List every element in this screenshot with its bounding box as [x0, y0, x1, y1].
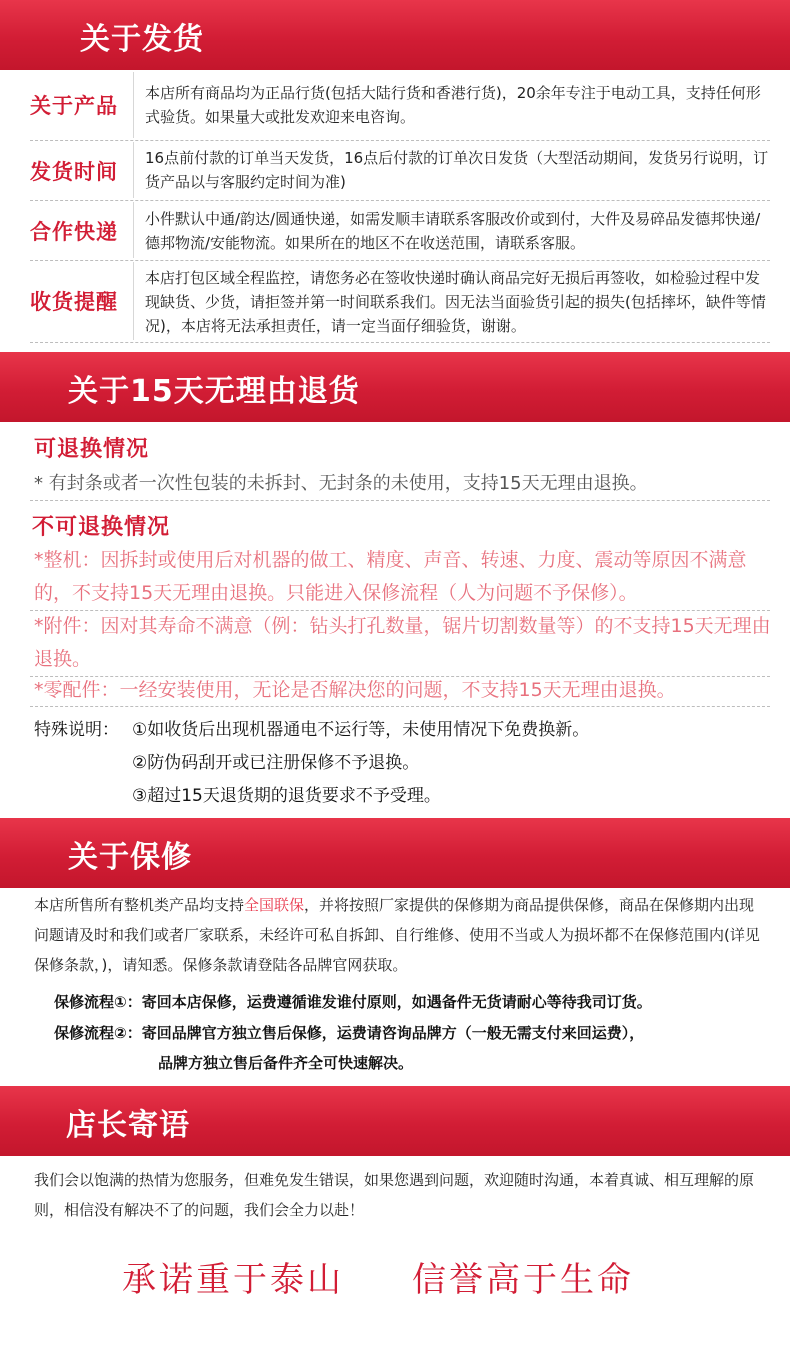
divider	[133, 72, 134, 138]
section-title: 关于保修	[68, 840, 192, 875]
nationwide-warranty-highlight: 全国联保	[244, 896, 305, 914]
divider	[133, 202, 134, 258]
info-row-receipt	[0, 262, 790, 340]
warranty-text: ，并将按照厂家提供的保修期为商品提供保修，商品在保修期内出现问题请及时和我们或者厂家联系，未经许可私自拆卸、自行维修、使用不当或人为损坏都不在保修范围内(详见保修条款，)，请知悉。保修条款请登陆各品牌官网获取。	[34, 896, 760, 974]
info-row-product	[0, 72, 790, 138]
returnable-heading: 可退换情况	[34, 437, 150, 462]
manager-message: 我们会以饱满的热情为您服务，但难免发生错误，如果您遇到问题，欢迎随时沟通，本着真诚、相互理解的原则，相信没有解决不了的问题，我们会全力以赴！	[34, 1171, 755, 1219]
special-item: ①如收货后出现机器通电不运行等，未使用情况下免费换新。	[132, 720, 590, 740]
row-label: 发货时间	[30, 160, 118, 184]
warranty-flow-2-continued: 品牌方独立售后备件齐全可快速解决。	[158, 1054, 414, 1072]
row-text: 小件默认中通/韵达/圆通快递，如需发顺丰请联系客服改价或到付，大件及易碎品发德邦快递/德邦物流/安能物流。如果所在的地区不在收送范围，请联系客服。	[145, 210, 761, 252]
row-label: 合作快递	[30, 220, 118, 244]
divider	[30, 200, 770, 201]
info-row-courier	[0, 202, 790, 258]
non-returnable-item: *整机：因拆封或使用后对机器的做工、精度、声音、转速、力度、震动等原因不满意的，不支持15天无理由退换。只能进入保修流程（人为问题不予保修）。	[34, 549, 747, 604]
warranty-flow-1: 保修流程①：寄回本店保修，运费遵循谁发谁付原则，如遇备件无货请耐心等待我司订货。	[54, 993, 652, 1011]
info-row-shipping-time	[0, 142, 790, 198]
banner-returns	[0, 352, 790, 422]
row-text: 本店所有商品均为正品行货(包括大陆行货和香港行货)，20余年专注于电动工具，支持任何形式验货。如果量大或批发欢迎来电咨询。	[145, 84, 761, 126]
divider	[30, 706, 770, 707]
non-returnable-item: *附件：因对其寿命不满意（例：钻头打孔数量，锯片切割数量等）的不支持15天无理由退换。	[34, 615, 771, 670]
non-returnable-heading: 不可退换情况	[32, 515, 171, 540]
section-title: 关于发货	[80, 22, 204, 57]
banner-warranty	[0, 818, 790, 888]
returnable-text: * 有封条或者一次性包装的未拆封、无封条的未使用，支持15天无理由退换。	[34, 473, 648, 494]
slogan-right: 信誉高于生命	[412, 1260, 634, 1300]
banner-manager-message	[0, 1086, 790, 1156]
special-label: 特殊说明：	[34, 720, 119, 740]
warranty-flow-2: 保修流程②：寄回品牌官方独立售后保修，运费请咨询品牌方（一般无需支付来回运费），	[54, 1024, 645, 1042]
divider	[30, 500, 770, 501]
row-text: 本店打包区域全程监控，请您务必在签收快递时确认商品完好无损后再签收，如检验过程中发现缺货、少货，请拒签并第一时间联系我们。因无法当面验货引起的损失(包括摔坏，缺件等情况)，本店将无法承担责任，请一定当面仔细验货，谢谢。	[145, 269, 766, 335]
special-item: ③超过15天退货期的退货要求不予受理。	[132, 786, 441, 806]
row-label: 关于产品	[30, 94, 118, 118]
special-item: ②防伪码刮开或已注册保修不予退换。	[132, 753, 420, 773]
section-title: 店长寄语	[66, 1108, 190, 1143]
section-title: 关于15天无理由退货	[68, 374, 360, 409]
divider	[133, 262, 134, 340]
row-label: 收货提醒	[30, 290, 118, 314]
banner-shipping	[0, 0, 790, 70]
warranty-text: 本店所售所有整机类产品均支持	[34, 896, 245, 914]
row-text: 16点前付款的订单当天发货，16点后付款的订单次日发货（大型活动期间，发货另行说明，订货产品以与客服约定时间为准)	[145, 149, 769, 191]
divider	[30, 140, 770, 141]
slogan-left: 承诺重于泰山	[122, 1260, 344, 1300]
divider	[133, 142, 134, 198]
warranty-paragraph	[34, 890, 764, 980]
divider	[30, 260, 770, 261]
non-returnable-item: *零配件：一经安装使用，无论是否解决您的问题，不支持15天无理由退换。	[34, 679, 676, 701]
divider	[30, 342, 770, 343]
